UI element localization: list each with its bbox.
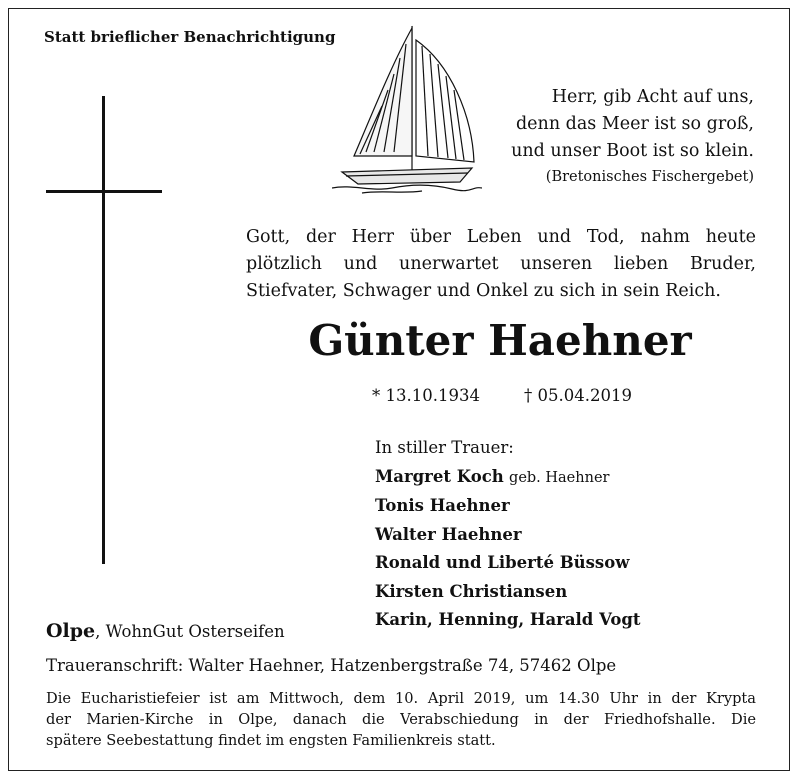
sailboat-icon <box>332 24 482 194</box>
mourner-name: Kirsten Christiansen <box>375 581 568 601</box>
quote-line: und unser Boot ist so klein. <box>511 141 754 161</box>
prayer-quote <box>511 84 754 189</box>
quote-source: (Bretonisches Fischergebet) <box>545 169 754 185</box>
service-line: Die Eucharistiefeier ist am Mittwoch, dem 10. April 2019, um 14.30 Uhr in der Krypta <box>46 690 756 707</box>
mourners-heading: In stiller Trauer: <box>375 438 514 457</box>
intro-line: Gott, der Herr über Leben und Tod, nahm heute <box>246 227 756 247</box>
place-line <box>46 620 285 642</box>
intro-line: Stiefvater, Schwager und Onkel zu sich in sein Reich. <box>246 281 721 301</box>
place-city: Olpe <box>46 620 96 642</box>
mourner-name: Karin, Henning, Harald Vogt <box>375 610 641 629</box>
service-info <box>46 688 756 751</box>
quote-line: Herr, gib Acht auf uns, <box>551 87 754 107</box>
header-note: Statt brieflicher Benachrichtigung <box>44 28 336 46</box>
mourner-name: Ronald und Liberté Büssow <box>375 553 630 572</box>
mourner-name: Margret Koch <box>375 466 504 486</box>
intro-text <box>246 224 756 305</box>
place-detail: , WohnGut Osterseifen <box>95 622 285 641</box>
mourner-note: geb. Haehner <box>509 469 610 486</box>
mourner-entry <box>375 463 641 493</box>
mourner-name: Walter Haehner <box>375 524 522 544</box>
quote-line: denn das Meer ist so groß, <box>515 114 754 134</box>
mourning-address: Traueranschrift: Walter Haehner, Hatzenbergstraße 74, 57462 Olpe <box>46 656 617 675</box>
mourner-name: Tonis Haehner <box>375 496 510 515</box>
death-date: † 05.04.2019 <box>524 386 632 405</box>
birth-date: * 13.10.1934 <box>372 386 480 405</box>
service-line: der Marien-Kirche in Olpe, danach die Verabschiedung in der Friedhofshalle. Die <box>46 711 756 728</box>
mourners-list <box>375 434 641 635</box>
deceased-name: Günter Haehner <box>308 316 692 365</box>
service-line: spätere Seebestattung findet im engsten Familienkreis statt. <box>46 732 496 749</box>
cross-icon-bar <box>46 190 162 193</box>
intro-line: plötzlich und unerwartet unseren lieben Bruder, <box>246 254 756 274</box>
